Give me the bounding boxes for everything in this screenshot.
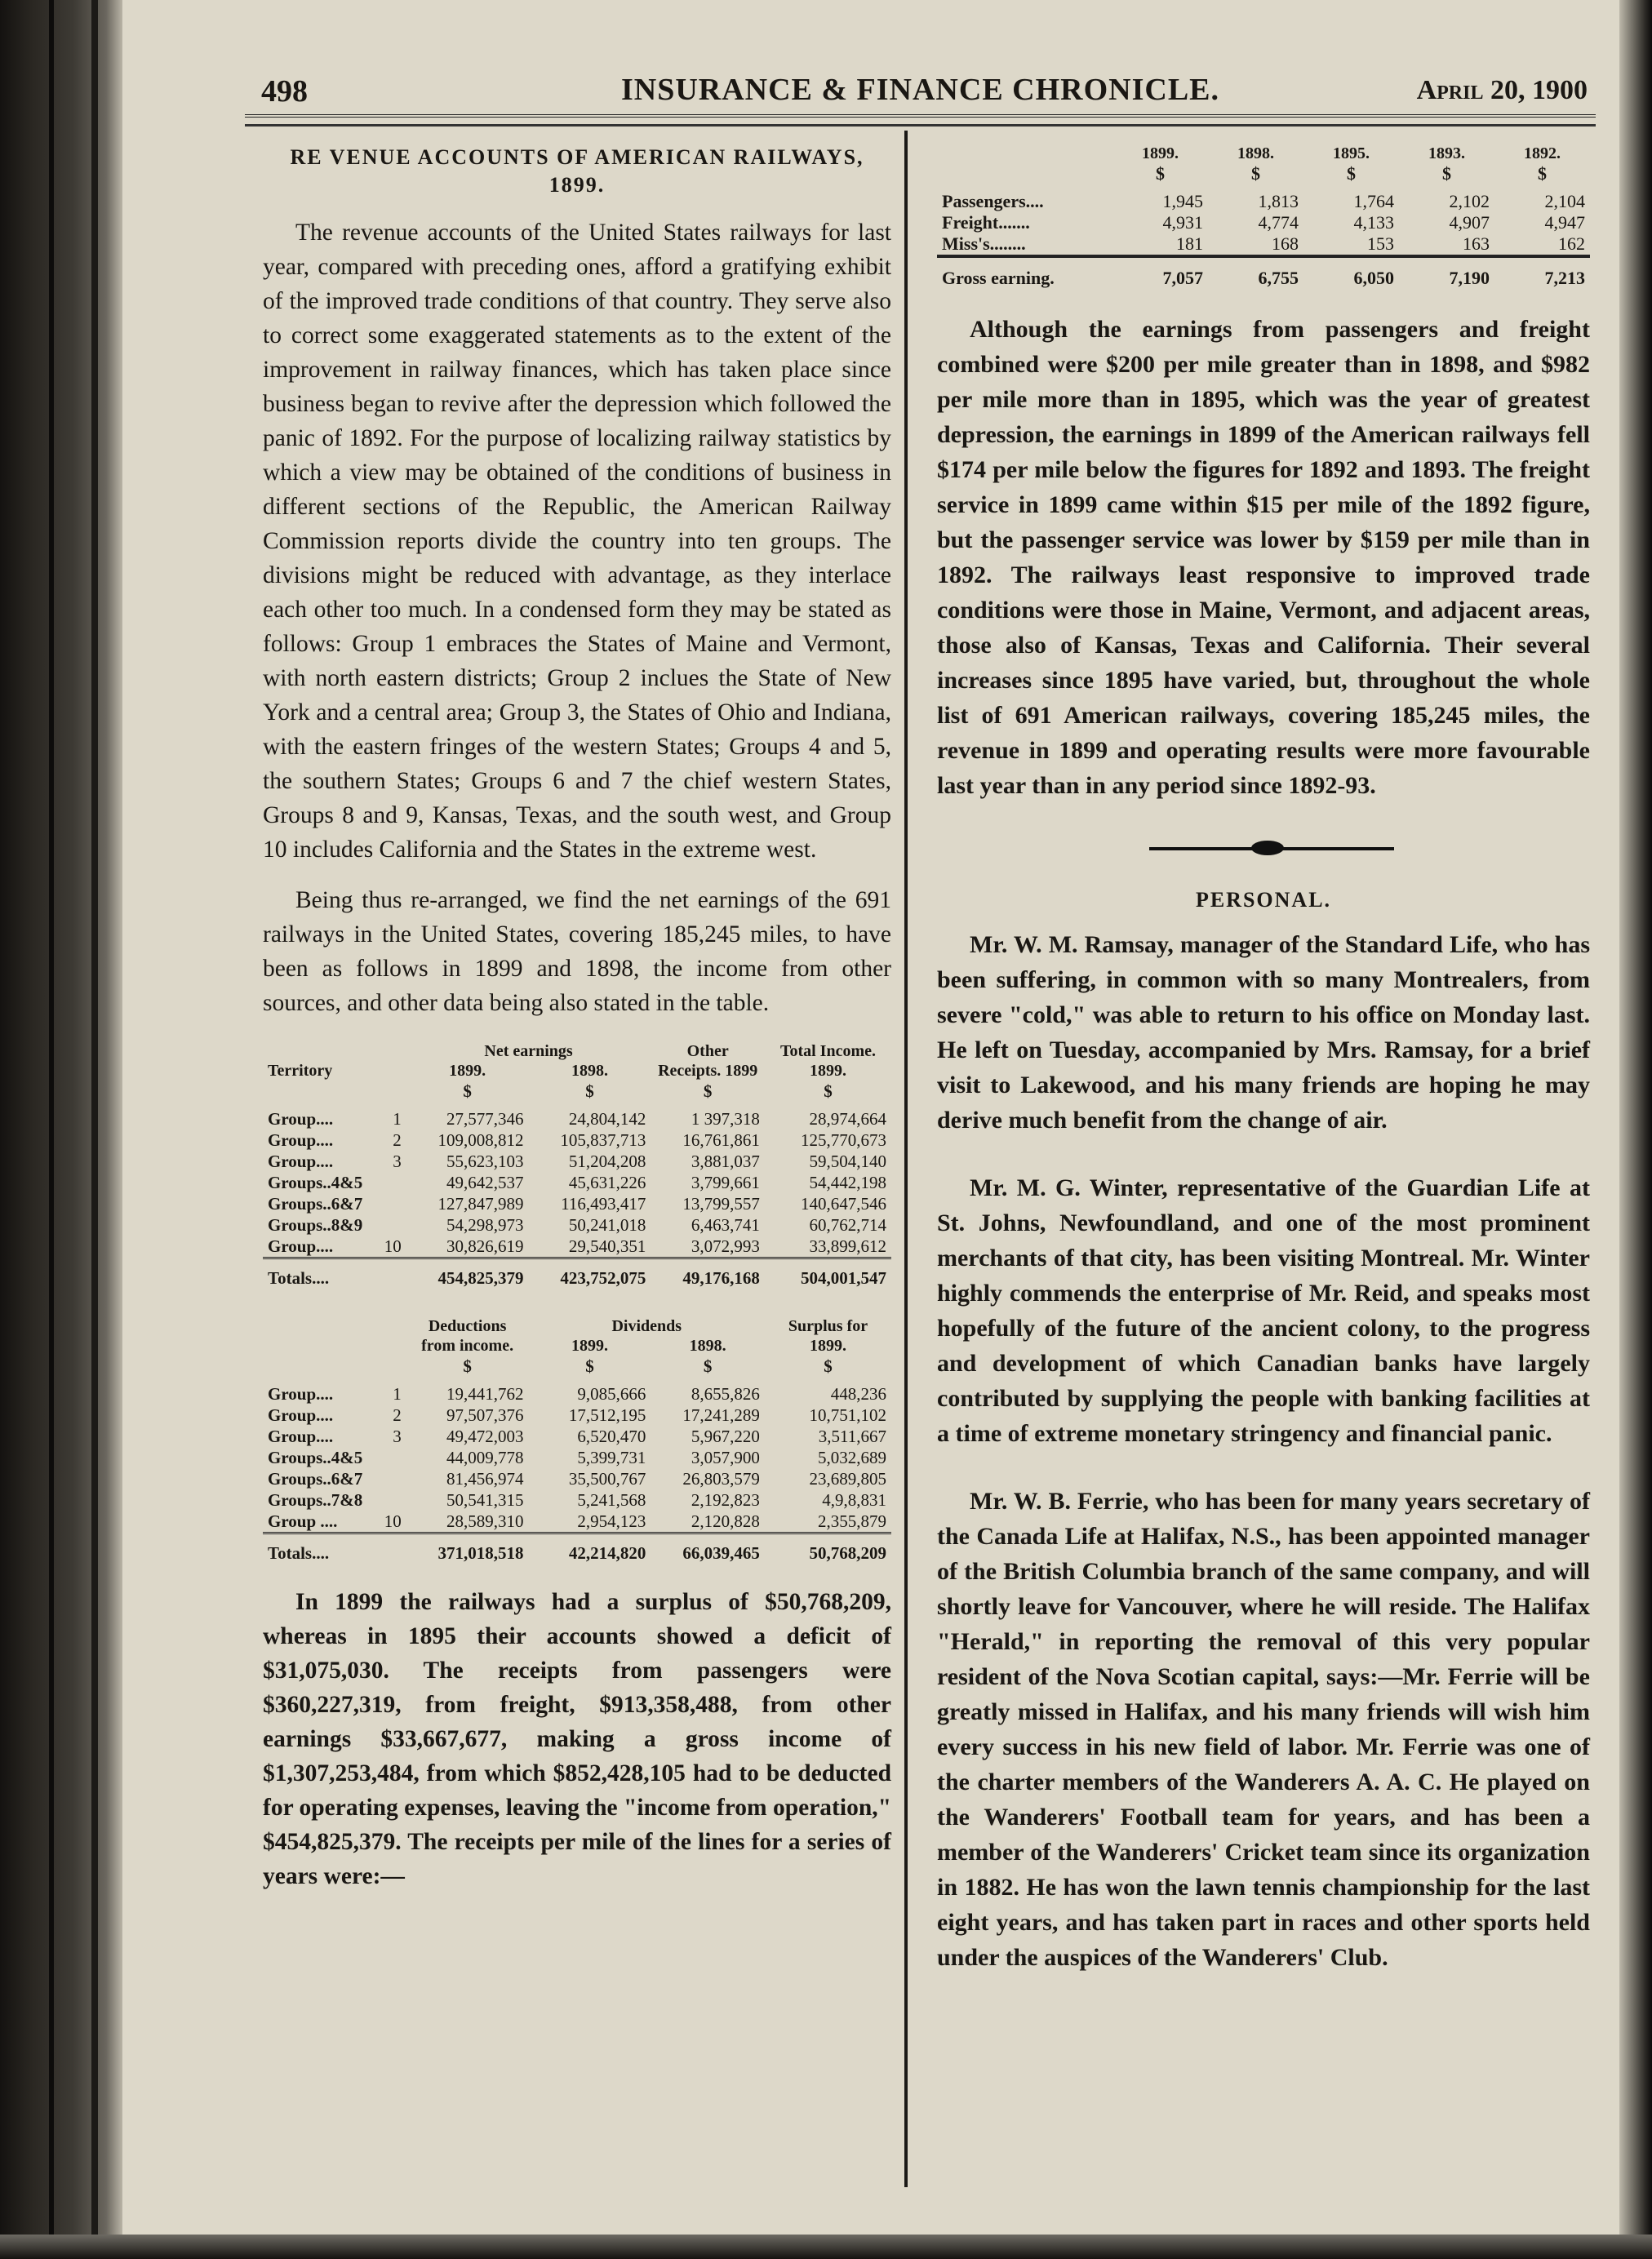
row-group: 3 bbox=[393, 1152, 402, 1171]
dollar-sign: $ bbox=[463, 1081, 472, 1101]
cell: 4,133 bbox=[1353, 212, 1394, 233]
cell: 49,472,003 bbox=[446, 1427, 524, 1446]
cell: 109,008,812 bbox=[437, 1130, 524, 1150]
cell: 5,399,731 bbox=[577, 1448, 646, 1467]
cell: 49,176,168 bbox=[651, 1258, 765, 1289]
cell: 7,190 bbox=[1399, 256, 1494, 289]
col-header-year: 1895. bbox=[1333, 144, 1370, 162]
cell: 3,799,661 bbox=[691, 1173, 760, 1192]
row-group: 1 bbox=[393, 1384, 402, 1404]
article-paragraph: In 1899 the railways had a surplus of $50,768,209, whereas in 1895 their accounts showed a deficit of $31,075,030. The receipts from passengers were $360,227,319, from freight, $913,358,488, from other earnings $33,667,677, making a gross income of $1,307,253,484, from which $852,428,105 had to be deducted for operating expenses, leaving the "income from operation," $454,825,379. The receipts per mile of the lines for a series of years were:— bbox=[263, 1589, 891, 1889]
cell: 44,009,778 bbox=[446, 1448, 524, 1467]
article-paragraph: Being thus re-arranged, we find the net earnings of the 691 railways in the United States, covering 185,245 miles, to have been as follows in 1899 and 1898, the income from other sources, and other data being also stated in the table. bbox=[263, 887, 891, 1016]
col-header-dividends: Dividends bbox=[611, 1317, 682, 1335]
totals-row bbox=[263, 1533, 891, 1564]
cell: 19,441,762 bbox=[446, 1384, 524, 1404]
table-row bbox=[937, 212, 1590, 233]
row-label: Freight....... bbox=[942, 212, 1030, 233]
cell: 504,001,547 bbox=[765, 1258, 891, 1289]
personal-paragraph: Mr. W. B. Ferrie, who has been for many years secretary of the Canada Life at Halifax, N.S., has been appointed manager of the British Columbia branch of the same company, and will shortly leave for Vancouver, where he will reside. The Halifax "Herald," in reporting the removal of this very popular resident of the Nova Scotian capital, says:—Mr. Ferrie will be greatly missed in Halifax, and his many friends will wish him every success in his new field of labor. Mr. Ferrie was one of the charter members of the Wanderers A. A. C. He played on the Wanderers' Football team for years, and has been a member of the Wanderers' Cricket team since its organization in 1882. He has won the lawn tennis championship for the last eight years, and has taken part in races and other sports held under the auspices of the Wanderers' Club. bbox=[937, 1488, 1590, 1971]
cell: 33,899,612 bbox=[809, 1236, 886, 1256]
header-rule bbox=[245, 124, 1596, 126]
cell: 2,104 bbox=[1544, 191, 1585, 211]
row-group: 3 bbox=[393, 1427, 402, 1446]
cell: 423,752,075 bbox=[529, 1258, 651, 1289]
section-ornament bbox=[937, 832, 1590, 865]
cell: 105,837,713 bbox=[560, 1130, 646, 1150]
deductions-table bbox=[263, 1316, 891, 1564]
dollar-sign: $ bbox=[1538, 163, 1547, 184]
page-header bbox=[245, 65, 1596, 114]
col-header-surplus: Surplus for 1899. bbox=[788, 1317, 868, 1355]
col-header-year: 1893. bbox=[1428, 144, 1465, 162]
table-row bbox=[263, 1426, 891, 1447]
dollar-sign: $ bbox=[703, 1356, 713, 1376]
cell: 371,018,518 bbox=[406, 1533, 529, 1564]
ornament-rule bbox=[1280, 847, 1394, 850]
personal-paragraph: Mr. M. G. Winter, representative of the Guardian Life at St. Johns, Newfoundland, and one of the most prominent merchants of that city, has been visiting Montreal. Mr. Winter highly commends the enterprise of Mr. Reid, and speaks most hopefully of the future of the ancient colony, to the progress and development of which Canadian banks have largely contributed by supplying the people with banking facilities at a time of extreme monetary stringency and financial panic. bbox=[937, 1174, 1590, 1447]
ornament-rule bbox=[1149, 847, 1255, 850]
cell: 8,655,826 bbox=[691, 1384, 760, 1404]
cell: 6,755 bbox=[1208, 256, 1303, 289]
row-label: Groups..4&5 bbox=[268, 1448, 363, 1467]
cell: 66,039,465 bbox=[651, 1533, 765, 1564]
article-paragraph: Although the earnings from passengers and freight combined were $200 per mile greater than in 1898, and $982 per mile more than in 1895, which was the year of greatest depression, the earnings in 1899 of the American railways fell $174 per mile below the figures for 1892 and 1893. The freight service in 1899 came within $15 per mile of the 1892 figure, but the passenger service was lower by $159 per mile than in 1892. The railways least responsive to improved trade conditions were those in Maine, Vermont, and adjacent areas, those also of Kansas, Texas and California. Their several increases since 1895 have varied, but, throughout the whole list of 691 American railways, covering 185,245 miles, the revenue in 1899 and operating results were more favourable last year than in any period since 1892-93. bbox=[937, 316, 1590, 799]
cell: 163 bbox=[1463, 233, 1490, 254]
row-group: 1 bbox=[393, 1109, 402, 1129]
cell: 1,945 bbox=[1162, 191, 1203, 211]
cell: 1,813 bbox=[1258, 191, 1299, 211]
cell: 35,500,767 bbox=[568, 1469, 646, 1489]
cell: 4,907 bbox=[1449, 212, 1490, 233]
col-header-territory: Territory bbox=[268, 1062, 333, 1080]
cell: 45,631,226 bbox=[568, 1173, 646, 1192]
receipts-per-mile-table bbox=[937, 144, 1590, 289]
cell: 4,774 bbox=[1258, 212, 1299, 233]
personal-paragraph: Mr. W. M. Ramsay, manager of the Standard Life, who has been suffering, in common with so many Montrealers, from severe "cold," was able to return to his office on Monday last. He left on Tuesday, accompanied by Mrs. Ramsay, for a brief visit to Lakewood, and his many friends are hoping he may derive much benefit from the change of air. bbox=[937, 931, 1590, 1134]
cell: 162 bbox=[1558, 233, 1585, 254]
table-row bbox=[937, 191, 1590, 212]
row-label: Gross earning. bbox=[937, 256, 1112, 289]
cell: 116,493,417 bbox=[561, 1194, 646, 1214]
cell: 448,236 bbox=[830, 1384, 886, 1404]
col-header-1898: 1898. bbox=[689, 1337, 726, 1355]
cell: 24,804,142 bbox=[568, 1109, 646, 1129]
dollar-sign: $ bbox=[1347, 163, 1356, 184]
cell: 60,762,714 bbox=[809, 1215, 886, 1235]
cell: 1,764 bbox=[1353, 191, 1394, 211]
table-row bbox=[263, 1447, 891, 1468]
scan-bottom-edge bbox=[0, 2235, 1652, 2259]
col-header-year: 1892. bbox=[1524, 144, 1561, 162]
cell: 17,241,289 bbox=[682, 1405, 760, 1425]
table-row bbox=[937, 233, 1590, 256]
table-row bbox=[263, 1468, 891, 1489]
row-label: Group.... bbox=[268, 1427, 334, 1446]
table-row bbox=[263, 1383, 891, 1405]
cell: 7,213 bbox=[1494, 256, 1590, 289]
dollar-sign: $ bbox=[585, 1081, 594, 1101]
scan-left-edge bbox=[0, 0, 122, 2259]
cell: 5,032,689 bbox=[818, 1448, 886, 1467]
totals-label: Totals.... bbox=[263, 1258, 406, 1289]
dollar-sign: $ bbox=[824, 1081, 833, 1101]
binding-line bbox=[49, 0, 54, 2259]
totals-label: Totals.... bbox=[263, 1533, 406, 1564]
cell: 3,057,900 bbox=[691, 1448, 760, 1467]
row-group: 2 bbox=[393, 1405, 402, 1425]
cell: 5,967,220 bbox=[691, 1427, 760, 1446]
row-label: Group.... bbox=[268, 1236, 334, 1256]
table-row bbox=[263, 1489, 891, 1511]
cell: 49,642,537 bbox=[446, 1173, 524, 1192]
dollar-sign: $ bbox=[1442, 163, 1451, 184]
left-column bbox=[263, 144, 891, 1893]
row-group: 10 bbox=[384, 1236, 402, 1256]
cell: 125,770,673 bbox=[801, 1130, 886, 1150]
row-label: Groups..7&8 bbox=[268, 1490, 363, 1510]
cell: 23,689,805 bbox=[809, 1469, 886, 1489]
col-header-1899: 1899. bbox=[571, 1337, 608, 1355]
row-label: Group.... bbox=[268, 1384, 334, 1404]
table-row bbox=[263, 1405, 891, 1426]
cell: 54,442,198 bbox=[809, 1173, 886, 1192]
cell: 4,947 bbox=[1544, 212, 1585, 233]
cell: 2,355,879 bbox=[818, 1511, 886, 1531]
cell: 1 397,318 bbox=[691, 1109, 760, 1129]
cell: 97,507,376 bbox=[446, 1405, 524, 1425]
col-header-deductions: Deductions from income. bbox=[421, 1317, 514, 1355]
cell: 3,881,037 bbox=[691, 1152, 760, 1171]
column-divider bbox=[904, 131, 908, 2187]
cell: 50,768,209 bbox=[765, 1533, 891, 1564]
cell: 26,803,579 bbox=[682, 1469, 760, 1489]
cell: 51,204,208 bbox=[568, 1152, 646, 1171]
journal-title: INSURANCE & FINANCE CHRONICLE. bbox=[620, 73, 1220, 107]
cell: 2,954,123 bbox=[577, 1511, 646, 1531]
cell: 140,647,546 bbox=[801, 1194, 886, 1214]
col-header-1899: 1899. bbox=[449, 1062, 486, 1080]
row-label: Group.... bbox=[268, 1405, 334, 1425]
binding-line bbox=[91, 0, 98, 2259]
cell: 27,577,346 bbox=[446, 1109, 524, 1129]
dollar-sign: $ bbox=[1156, 163, 1165, 184]
net-earnings-table bbox=[263, 1041, 891, 1289]
section-title: PERSONAL. bbox=[1195, 888, 1332, 912]
cell: 42,214,820 bbox=[529, 1533, 651, 1564]
row-label: Groups..4&5 bbox=[268, 1173, 363, 1192]
header-rule bbox=[245, 114, 1596, 118]
article-title: RE VENUE ACCOUNTS OF AMERICAN RAILWAYS, bbox=[290, 145, 864, 169]
cell: 81,456,974 bbox=[446, 1469, 524, 1489]
cell: 454,825,379 bbox=[406, 1258, 529, 1289]
cell: 127,847,989 bbox=[437, 1194, 524, 1214]
cell: 17,512,195 bbox=[568, 1405, 646, 1425]
cell: 6,520,470 bbox=[577, 1427, 646, 1446]
cell: 16,761,861 bbox=[682, 1130, 760, 1150]
cell: 3,072,993 bbox=[691, 1236, 760, 1256]
cell: 168 bbox=[1272, 233, 1299, 254]
cell: 10,751,102 bbox=[809, 1405, 886, 1425]
col-header-year: 1898. bbox=[1237, 144, 1274, 162]
row-label: Group.... bbox=[268, 1130, 334, 1150]
article-paragraph: The revenue accounts of the United States railways for last year, compared with preceding ones, afford a gratifying exhibit of the improved trade conditions of that country. They serve also to correct some exaggerated statements as to the extent of the improvement in railway finances, which has taken place since business began to revive after the depression which followed the panic of 1892. For the purpose of localizing railway statistics by which a view may be obtained of the conditions of business in different sections of the Republic, the American Railway Commission reports divide the country into ten groups. The divisions might be reduced with advantage, as they interlace each other too much. In a condensed form they may be stated as follows: Group 1 embraces the States of Maine and Vermont, with north eastern districts; Group 2 inclues the State of New York and a central area; Group 3, the States of Ohio and Indiana, with the eastern fringes of the western States; Groups 4 and 5, the southern States; Groups 6 and 7 the chief western States, Groups 8 and 9, Kansas, Texas, and the south west, and Group 10 includes California and the States in the extreme west. bbox=[263, 220, 891, 863]
row-label: Miss's........ bbox=[942, 233, 1026, 254]
cell: 50,541,315 bbox=[446, 1490, 524, 1510]
cell: 54,298,973 bbox=[446, 1215, 524, 1235]
col-header-1898: 1898. bbox=[571, 1062, 608, 1080]
table-row bbox=[263, 1214, 891, 1236]
newspaper-page bbox=[245, 65, 1596, 2204]
cell: 50,241,018 bbox=[568, 1215, 646, 1235]
row-label: Group.... bbox=[268, 1109, 334, 1129]
gross-earning-row bbox=[937, 256, 1590, 289]
dollar-sign: $ bbox=[1251, 163, 1260, 184]
cell: 9,085,666 bbox=[577, 1384, 646, 1404]
table-row bbox=[263, 1511, 891, 1533]
col-header-other-receipts: Other Receipts. 1899 bbox=[658, 1042, 758, 1080]
cell: 55,623,103 bbox=[446, 1152, 524, 1171]
row-group: 2 bbox=[393, 1130, 402, 1150]
cell: 30,826,619 bbox=[446, 1236, 524, 1256]
cell: 59,504,140 bbox=[809, 1152, 886, 1171]
cell: 29,540,351 bbox=[568, 1236, 646, 1256]
row-label: Group .... bbox=[268, 1511, 338, 1531]
table-row bbox=[263, 1172, 891, 1193]
cell: 28,974,664 bbox=[809, 1109, 886, 1129]
cell: 4,9,8,831 bbox=[822, 1490, 886, 1510]
scan-right-edge bbox=[1619, 0, 1652, 2259]
row-group: 10 bbox=[384, 1511, 402, 1531]
page-number: 498 bbox=[261, 74, 308, 109]
row-label: Groups..6&7 bbox=[268, 1469, 363, 1489]
row-label: Passengers.... bbox=[942, 191, 1044, 211]
row-label: Groups..8&9 bbox=[268, 1215, 363, 1235]
table-row bbox=[263, 1193, 891, 1214]
cell: 13,799,557 bbox=[682, 1194, 760, 1214]
table-row bbox=[263, 1108, 891, 1130]
cell: 6,050 bbox=[1303, 256, 1399, 289]
col-header-net-earnings: Net earnings bbox=[484, 1042, 573, 1060]
dollar-sign: $ bbox=[463, 1356, 472, 1376]
dollar-sign: $ bbox=[585, 1356, 594, 1376]
col-header-total-income: Total Income. 1899. bbox=[779, 1042, 876, 1080]
totals-row bbox=[263, 1258, 891, 1289]
cell: 7,057 bbox=[1112, 256, 1208, 289]
cell: 2,102 bbox=[1449, 191, 1490, 211]
cell: 4,931 bbox=[1162, 212, 1203, 233]
right-column bbox=[937, 144, 1590, 1975]
ornament-dot bbox=[1251, 841, 1284, 855]
cell: 5,241,568 bbox=[577, 1490, 646, 1510]
table-row bbox=[263, 1130, 891, 1151]
dollar-sign: $ bbox=[703, 1081, 713, 1101]
cell: 153 bbox=[1367, 233, 1394, 254]
cell: 2,192,823 bbox=[691, 1490, 760, 1510]
cell: 181 bbox=[1176, 233, 1203, 254]
row-label: Groups..6&7 bbox=[268, 1194, 363, 1214]
table-row bbox=[263, 1151, 891, 1172]
col-header-year: 1899. bbox=[1142, 144, 1179, 162]
row-label: Group.... bbox=[268, 1152, 334, 1171]
table-row bbox=[263, 1236, 891, 1258]
issue-date: April 20, 1900 bbox=[1416, 75, 1588, 105]
cell: 3,511,667 bbox=[818, 1427, 886, 1446]
cell: 6,463,741 bbox=[691, 1215, 760, 1235]
cell: 28,589,310 bbox=[446, 1511, 524, 1531]
dollar-sign: $ bbox=[824, 1356, 833, 1376]
cell: 2,120,828 bbox=[691, 1511, 760, 1531]
article-title-year: 1899. bbox=[548, 173, 606, 197]
